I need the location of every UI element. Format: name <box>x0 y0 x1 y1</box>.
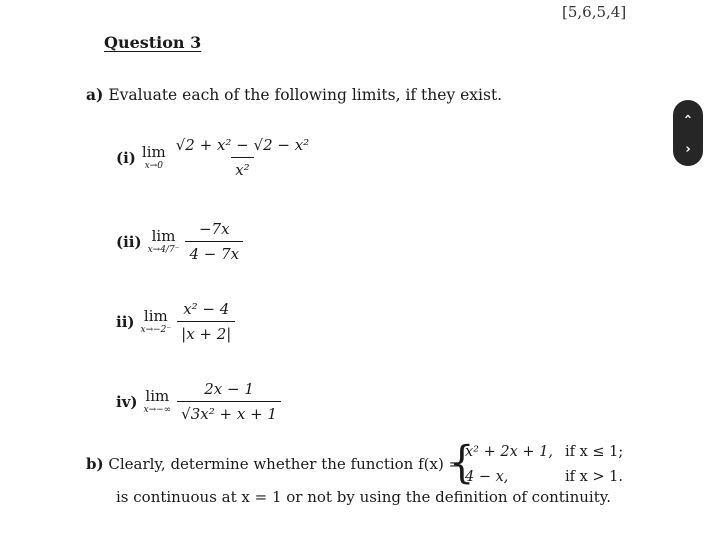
lim-subscript: x→−∞ <box>143 404 172 415</box>
fraction-denominator: 4 − 7x <box>185 241 243 263</box>
case-1-condition: if x ≤ 1; <box>565 444 624 460</box>
part-b-prompt <box>86 455 461 473</box>
part-b-label: b) <box>86 455 104 473</box>
fraction-numerator: −7x <box>198 220 230 238</box>
limit-item-3 <box>116 300 235 343</box>
limit-fraction <box>185 220 243 263</box>
limit-item-label: (ii) <box>116 232 142 251</box>
limit-fraction <box>177 380 281 423</box>
lim-subscript: x→−2⁻ <box>140 324 172 335</box>
lim-word: lim <box>151 226 176 245</box>
lim-word: lim <box>145 386 170 405</box>
lim-subscript: x→4/7⁻ <box>147 244 180 255</box>
fraction-numerator: 2x − 1 <box>204 380 254 398</box>
case-1-expression: x² + 2x + 1, <box>465 444 553 460</box>
piecewise-brace: { <box>449 437 475 489</box>
case-2-expression: 4 − x, <box>465 469 509 485</box>
limit-operator <box>143 386 172 415</box>
limit-operator <box>141 142 166 171</box>
page-nav-pill[interactable] <box>673 100 703 166</box>
part-b-text: Clearly, determine whether the function f(x) = <box>108 455 462 473</box>
limit-operator <box>140 306 172 335</box>
lim-subscript: x→0 <box>144 160 163 171</box>
limit-item-4 <box>116 380 281 423</box>
limit-fraction <box>177 300 235 343</box>
part-b-continuation: is continuous at x = 1 or not by using the definition of continuity. <box>116 488 611 506</box>
limit-operator <box>147 226 180 255</box>
part-a-intro: Evaluate each of the following limits, if they exist. <box>108 86 503 104</box>
case-2-condition: if x > 1. <box>565 469 623 485</box>
limit-item-2 <box>116 220 243 263</box>
limit-item-1 <box>116 136 313 179</box>
fraction-denominator: x² <box>231 157 253 179</box>
chevron-down-icon[interactable]: › <box>685 142 691 157</box>
lim-word: lim <box>143 306 168 325</box>
fraction-numerator: √2 + x² − √2 − x² <box>175 136 310 154</box>
question-title: Question 3 <box>104 33 202 52</box>
marks-allocation: [5,6,5,4] <box>562 3 627 21</box>
chevron-up-icon[interactable]: ‹ <box>680 113 696 120</box>
part-a-prompt <box>86 85 502 104</box>
part-a-label: a) <box>86 85 104 104</box>
fraction-numerator: x² − 4 <box>183 300 230 318</box>
fraction-denominator: √3x² + x + 1 <box>177 401 281 423</box>
limit-fraction <box>172 136 313 179</box>
limit-item-label: ii) <box>116 312 135 331</box>
limit-item-label: iv) <box>116 392 138 411</box>
limit-item-label: (i) <box>116 148 136 167</box>
lim-word: lim <box>141 142 166 161</box>
fraction-denominator: |x + 2| <box>177 321 235 343</box>
